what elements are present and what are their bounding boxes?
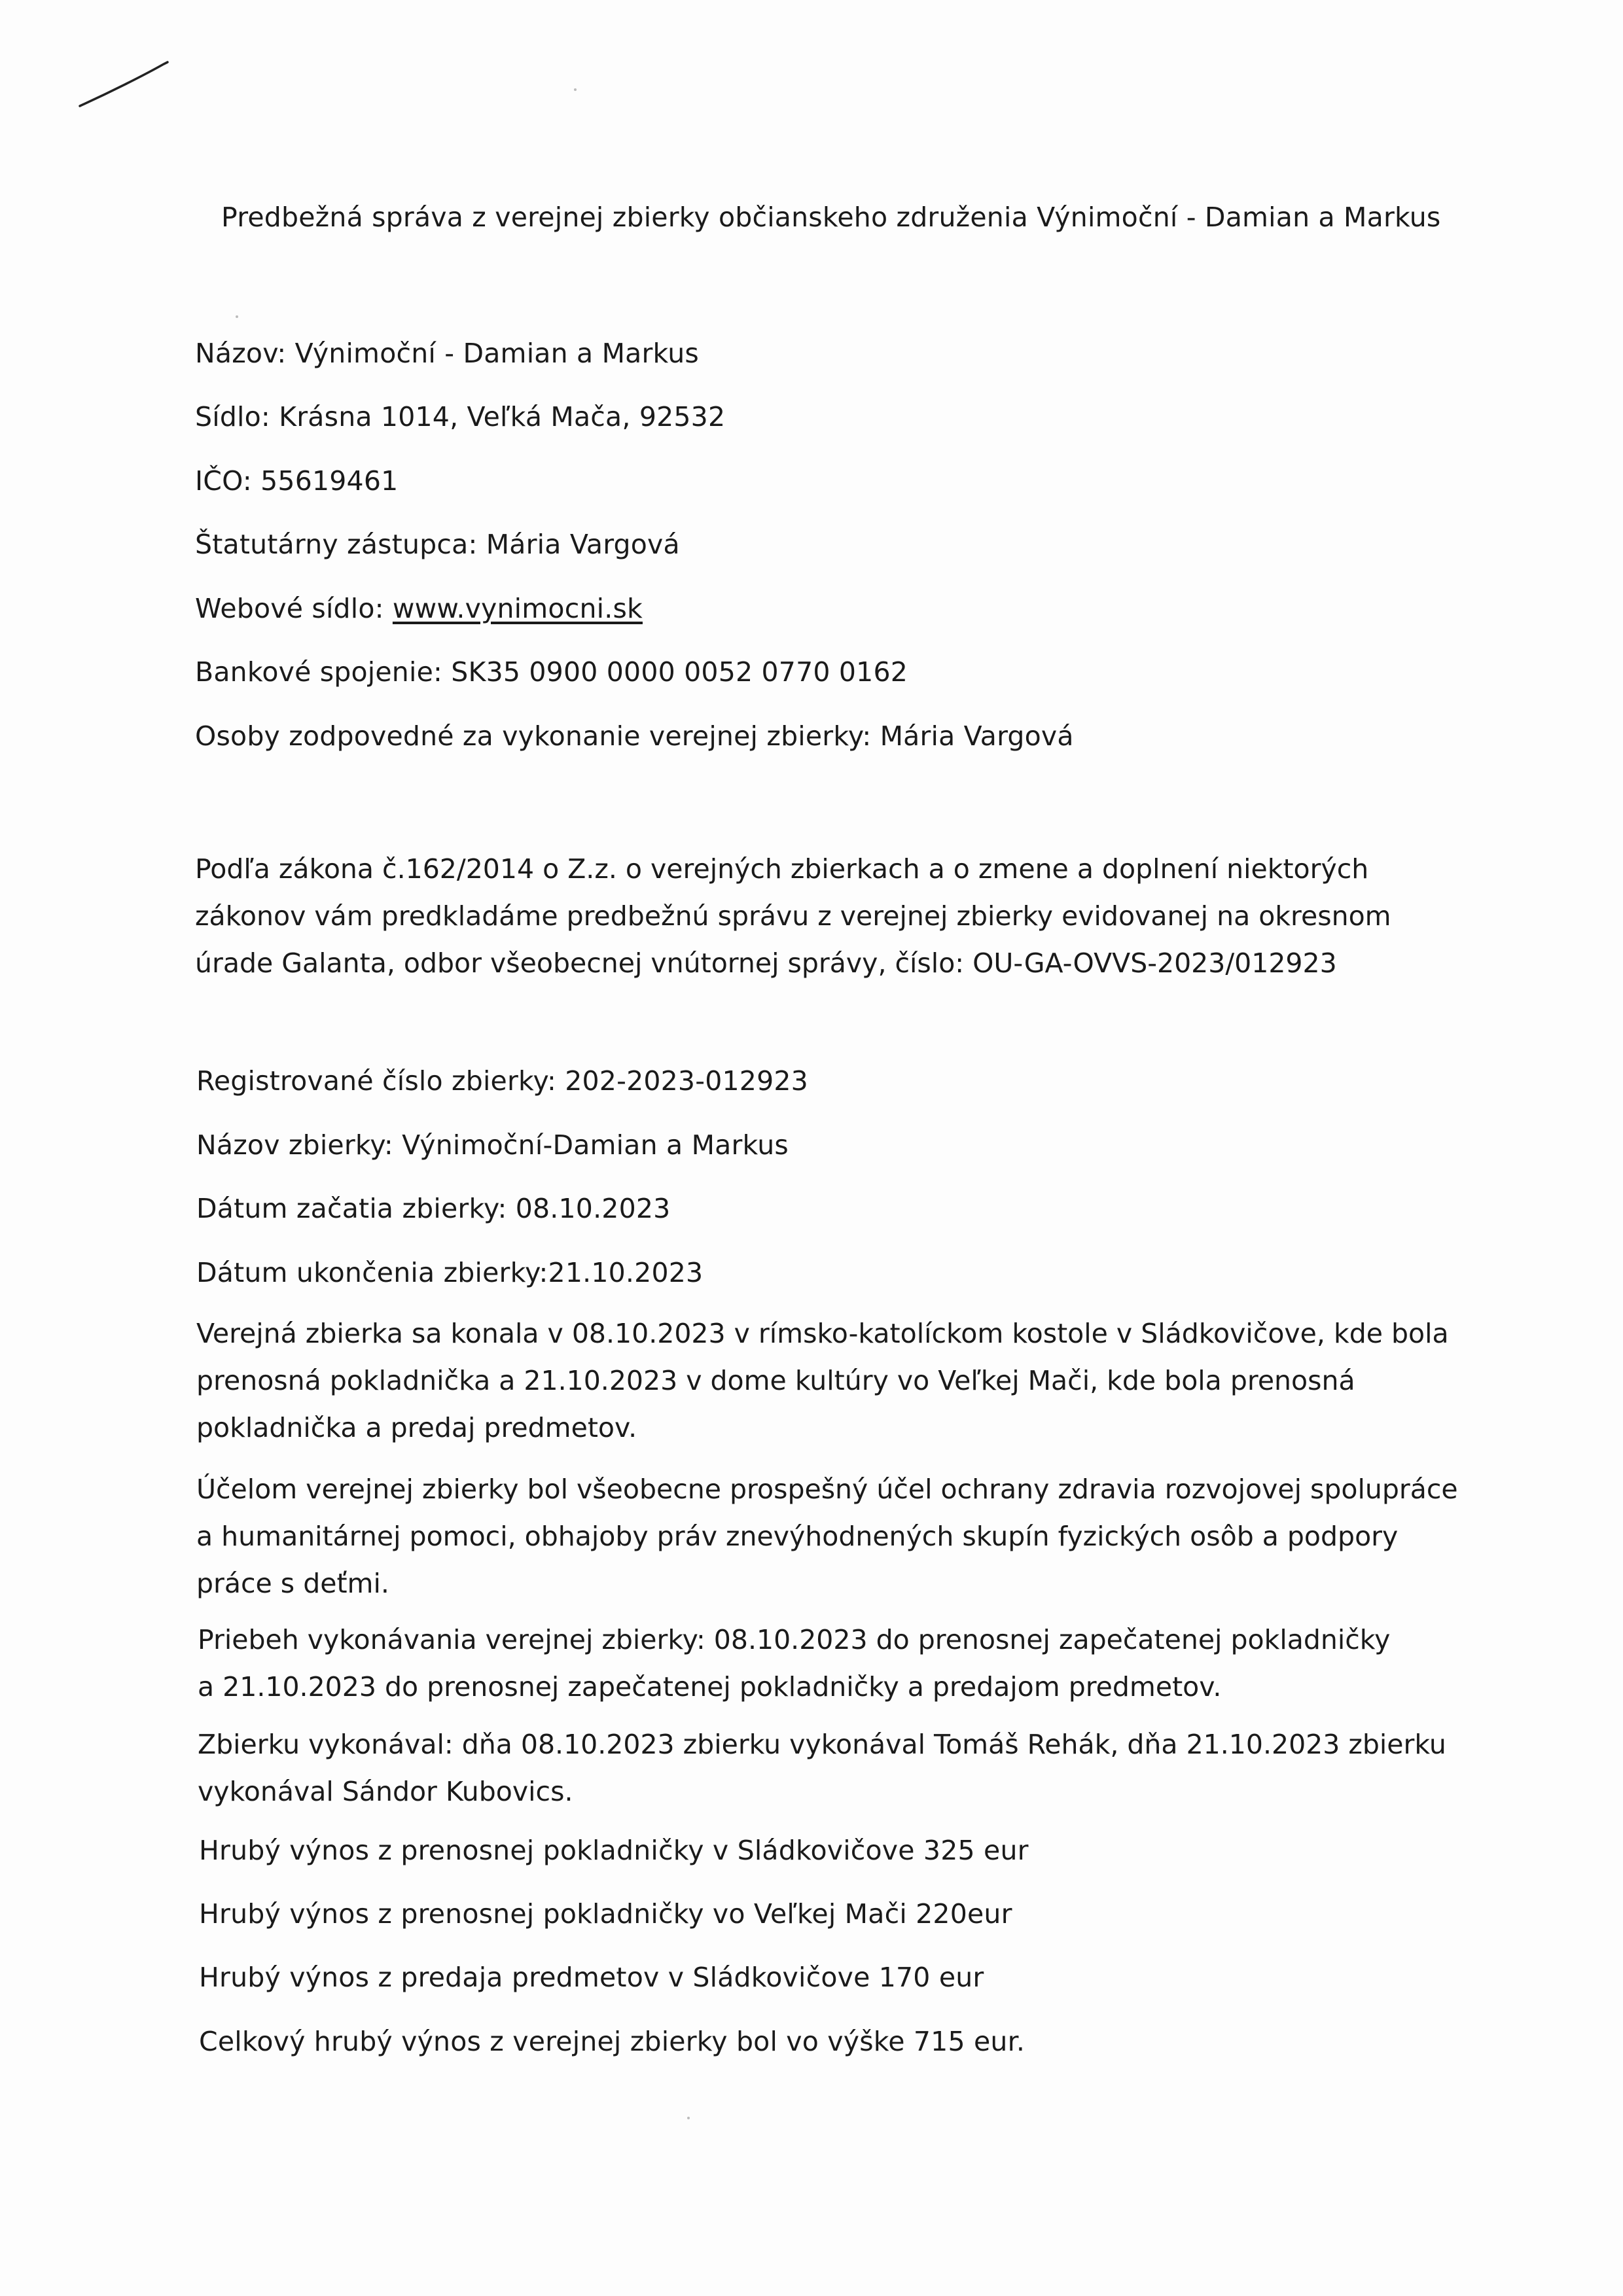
website-link[interactable]: www.vynimocni.sk [392, 593, 643, 624]
place-line: prenosná pokladnička a 21.10.2023 v dome kultúry vo Veľkej Mači, kde bola prenosná [196, 1365, 1355, 1396]
yield-sale-items: Hrubý výnos z predaja predmetov v Sládkovičove 170 eur [199, 1962, 984, 1993]
place-line: Verejná zbierka sa konala v 08.10.2023 v rímsko-katolíckom kostole v Sládkovičove, kde bola [196, 1318, 1449, 1349]
scan-speck [236, 315, 238, 318]
website-label: Webové sídlo: [195, 593, 393, 624]
purpose-line: a humanitárnej pomoci, obhajoby práv znevýhodnených skupín fyzických osôb a podpory [196, 1521, 1399, 1552]
org-responsible: Osoby zodpovedné za vykonanie verejnej zbierky: Mária Vargová [195, 720, 1074, 752]
intro-line: úrade Galanta, odbor všeobecnej vnútornej správy, číslo: OU-GA-OVVS-2023/012923 [195, 947, 1337, 979]
org-website [195, 595, 643, 622]
performers-line: vykonával Sándor Kubovics. [198, 1776, 573, 1807]
course-paragraph [198, 1616, 1390, 1710]
performers-paragraph [198, 1721, 1446, 1815]
performers-line: Zbierku vykonával: dňa 08.10.2023 zbierku vykonával Tomáš Rehák, dňa 21.10.2023 zbierku [198, 1729, 1446, 1760]
document-title: Predbežná správa z verejnej zbierky občianskeho združenia Výnimoční - Damian a Markus [221, 202, 1441, 233]
collection-start: Dátum začatia zbierky: 08.10.2023 [196, 1193, 671, 1224]
intro-line: Podľa zákona č.162/2014 o Z.z. o verejných zbierkach a o zmene a doplnení niektorých [195, 853, 1369, 885]
course-line: Priebeh vykonávania verejnej zbierky: 08.10.2023 do prenosnej zapečatenej pokladničky [198, 1624, 1391, 1655]
org-bank: Bankové spojenie: SK35 0900 0000 0052 0770 0162 [195, 656, 908, 688]
intro-line: zákonov vám predkladáme predbežnú správu z verejnej zbierky evidovanej na okresnom [195, 900, 1391, 932]
purpose-line: Účelom verejnej zbierky bol všeobecne prospešný účel ochrany zdravia rozvojovej spolupráce [196, 1474, 1458, 1505]
scan-speck [574, 88, 577, 91]
intro-paragraph [195, 845, 1391, 987]
org-ico: IČO: 55619461 [195, 465, 399, 497]
place-line: pokladnička a predaj predmetov. [196, 1412, 637, 1443]
collection-end: Dátum ukončenia zbierky:21.10.2023 [196, 1257, 704, 1288]
course-line: a 21.10.2023 do prenosnej zapečatenej pokladničky a predajom predmetov. [198, 1671, 1222, 1703]
place-paragraph [196, 1310, 1449, 1451]
purpose-line: práce s deťmi. [196, 1568, 389, 1599]
scan-speck [687, 2117, 690, 2119]
collection-name: Názov zbierky: Výnimoční-Damian a Markus [196, 1129, 789, 1161]
pen-stroke-mark [72, 52, 177, 118]
org-seat: Sídlo: Krásna 1014, Veľká Mača, 92532 [195, 401, 726, 433]
org-name: Názov: Výnimoční - Damian a Markus [195, 338, 699, 369]
yield-sladkovicovo-box: Hrubý výnos z prenosnej pokladničky v Sládkovičove 325 eur [199, 1835, 1029, 1866]
org-representative: Štatutárny zástupca: Mária Vargová [195, 529, 680, 560]
purpose-paragraph [196, 1466, 1458, 1607]
yield-total: Celkový hrubý výnos z verejnej zbierky bol vo výške 715 eur. [199, 2026, 1026, 2057]
collection-reg-number: Registrované číslo zbierky: 202-2023-012923 [196, 1065, 808, 1097]
yield-velka-maca-box: Hrubý výnos z prenosnej pokladničky vo Veľkej Mači 220eur [199, 1898, 1012, 1930]
